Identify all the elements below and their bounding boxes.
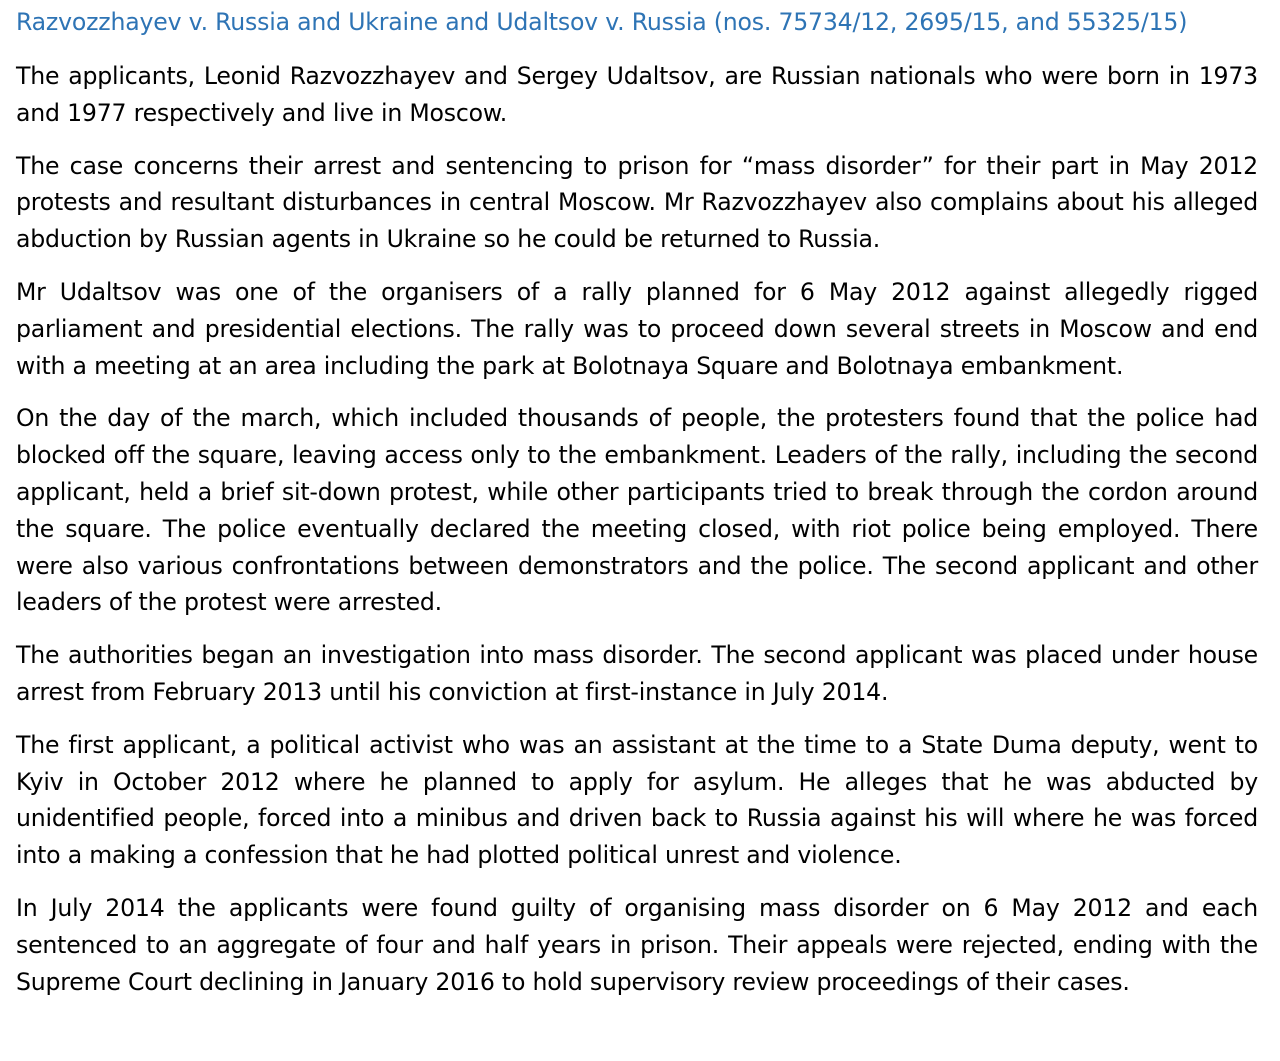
paragraph-investigation: The authorities began an investigation into mass disorder. The second applicant was placed under house arrest from February 2013 until his conviction at first-instance in July 2014. [16,641,1258,706]
case-title: Razvozzhayev v. Russia and Ukraine and Udaltsov v. Russia (nos. 75734/12, 2695/15, and 55325/15) [16,8,1188,36]
paragraph-abduction: The first applicant, a political activist who was an assistant at the time to a State Duma deputy, went to Kyiv in October 2012 where he planned to apply for asylum. He alleges that he was abducted by unidentified people, forced into a minibus and driven back to Russia against his will where he was forced into a making a confession that he had plotted political unrest and violence. [16,730,1258,870]
paragraph-conviction: In July 2014 the applicants were found guilty of organising mass disorder on 6 May 2012 and each sentenced to an aggregate of four and half years in prison. Their appeals were rejected, ending with the Supreme Court declining in January 2016 to hold supervisory review proceedings of their cases. [16,893,1258,996]
paragraph-rally-plan: Mr Udaltsov was one of the organisers of a rally planned for 6 May 2012 against allegedly rigged parliament and presidential elections. The rally was to proceed down several streets in Moscow and end with a meeting at an area including the park at Bolotnaya Square and Bolotnaya embankment. [16,277,1258,380]
paragraph-applicants: The applicants, Leonid Razvozzhayev and Sergey Udaltsov, are Russian nationals who were born in 1973 and 1977 respectively and live in Moscow. [16,62,1258,127]
paragraph-march-day: On the day of the march, which included thousands of people, the protesters found that the police had blocked off the square, leaving access only to the embankment. Leaders of the rally, including the second applicant, held a brief sit-down protest, while other participants tried to break through the cordon around the square. The police eventually declared the meeting closed, with riot police being employed. There were also various confrontations between demonstrators and the police. The second applicant and other leaders of the protest were arrested. [16,404,1258,617]
paragraph-case-summary: The case concerns their arrest and sentencing to prison for “mass disorder” for their part in May 2012 protests and resultant disturbances in central Moscow. Mr Razvozzhayev also complains about his alleged abduction by Russian agents in Ukraine so he could be returned to Russia. [16,151,1258,254]
